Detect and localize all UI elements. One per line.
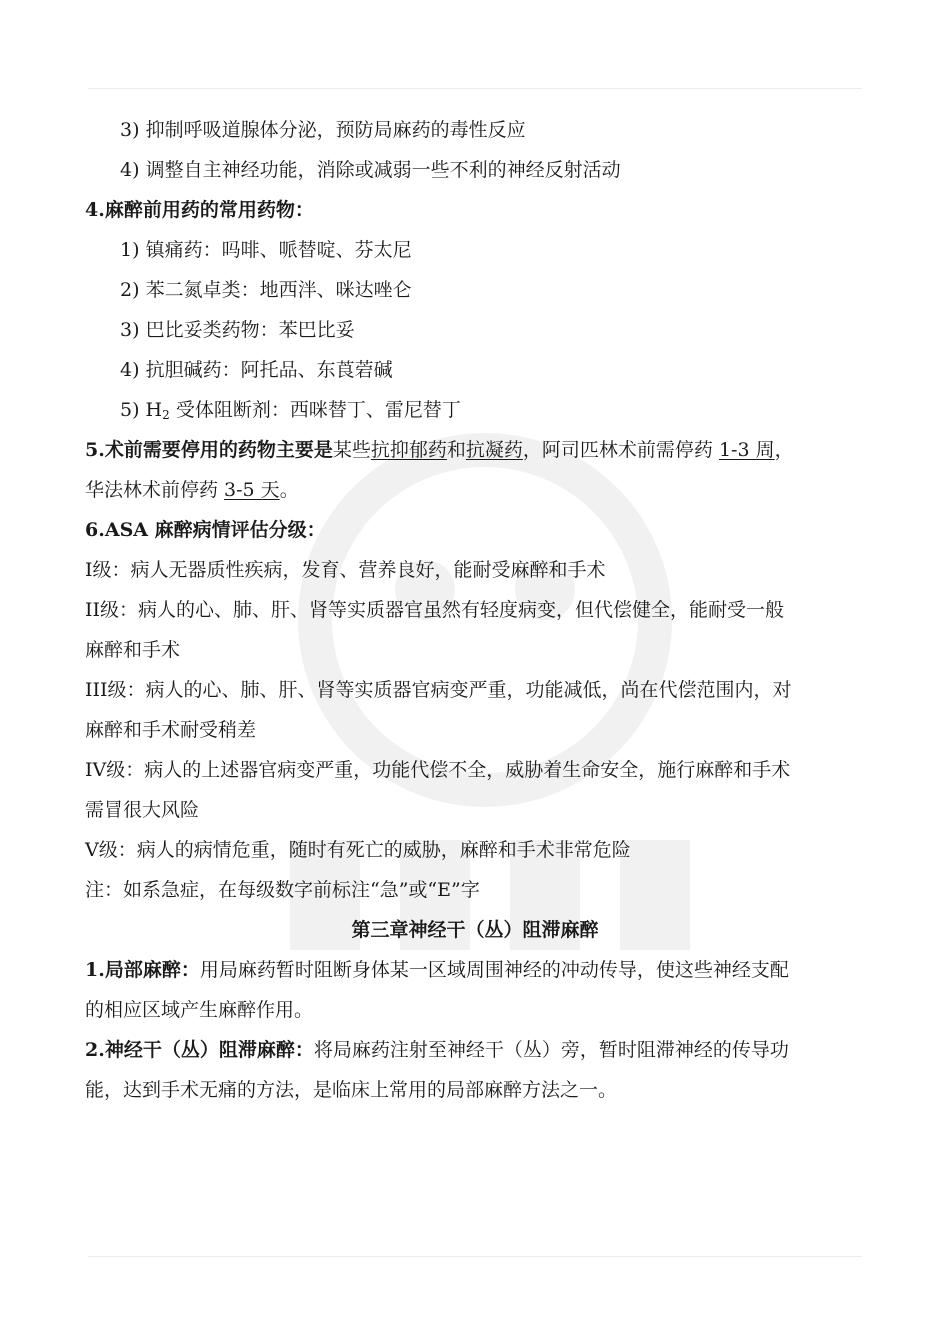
paragraph-line: 能，达到手术无痛的方法，是临床上常用的局部麻醉方法之一。 bbox=[85, 1079, 618, 1101]
section-heading: 4.麻醉前用药的常用药物： bbox=[85, 199, 314, 221]
asa-line: IV级：病人的上述器官病变严重，功能代偿不全，威胁着生命安全，施行麻醉和手术 bbox=[85, 759, 791, 781]
section-heading: 5.术前需要停用的药物主要是 bbox=[85, 439, 333, 461]
asa-line: 需冒很大风险 bbox=[85, 799, 200, 821]
asa-line: 麻醉和手术耐受稍差 bbox=[85, 719, 257, 741]
footer-rule bbox=[88, 1256, 862, 1257]
paragraph-line: 5.术前需要停用的药物主要是某些抗抑郁药和抗凝药，阿司匹林术前需停药 1-3 周， bbox=[85, 439, 794, 461]
paragraph-line: 华法林术前停药 3-5 天。 bbox=[85, 479, 299, 501]
section-heading: 6.ASA 麻醉病情评估分级： bbox=[85, 519, 326, 541]
asa-line: V级：病人的病情危重，随时有死亡的威胁，麻醉和手术非常危险 bbox=[85, 839, 631, 861]
list-item: 3) 抑制呼吸道腺体分泌，预防局麻药的毒性反应 bbox=[120, 119, 526, 141]
list-item: 3) 巴比妥类药物：苯巴比妥 bbox=[120, 319, 355, 341]
paragraph-line: 2.神经干（丛）阻滞麻醉：将局麻药注射至神经干（丛）旁，暂时阻滞神经的传导功 bbox=[85, 1039, 789, 1061]
list-item: 2) 苯二氮卓类：地西泮、咪达唑仑 bbox=[120, 279, 412, 301]
list-item: 4) 调整自主神经功能，消除或减弱一些不利的神经反射活动 bbox=[120, 159, 621, 181]
list-item: 1) 镇痛药：吗啡、哌替啶、芬太尼 bbox=[120, 239, 412, 261]
asa-line: II级：病人的心、肺、肝、肾等实质器官虽然有轻度病变，但代偿健全，能耐受一般 bbox=[85, 599, 785, 621]
term-heading: 2.神经干（丛）阻滞麻醉： bbox=[85, 1039, 314, 1061]
paragraph-line: 的相应区域产生麻醉作用。 bbox=[85, 999, 314, 1021]
list-item: 4) 抗胆碱药：阿托品、东莨菪碱 bbox=[120, 359, 393, 381]
term-heading: 1.局部麻醉： bbox=[85, 959, 200, 981]
list-item: 5) $H_2$ 受体阻断剂：西咪替丁、雷尼替丁 bbox=[120, 399, 461, 422]
asa-line: 麻醉和手术 bbox=[85, 639, 181, 661]
asa-line: I级：病人无器质性疾病，发育、营养良好，能耐受麻醉和手术 bbox=[85, 559, 606, 581]
header-rule bbox=[88, 88, 862, 89]
chapter-title: 第三章神经干（丛）阻滞麻醉 bbox=[351, 919, 599, 941]
note-line: 注：如系急症，在每级数字前标注“急”或“E”字 bbox=[85, 879, 480, 901]
paragraph-line: 1.局部麻醉：用局麻药暂时阻断身体某一区域周围神经的冲动传导，使这些神经支配 bbox=[85, 959, 789, 981]
asa-line: III级：病人的心、肺、肝、肾等实质器官病变严重，功能减低，尚在代偿范围内，对 bbox=[85, 679, 792, 701]
